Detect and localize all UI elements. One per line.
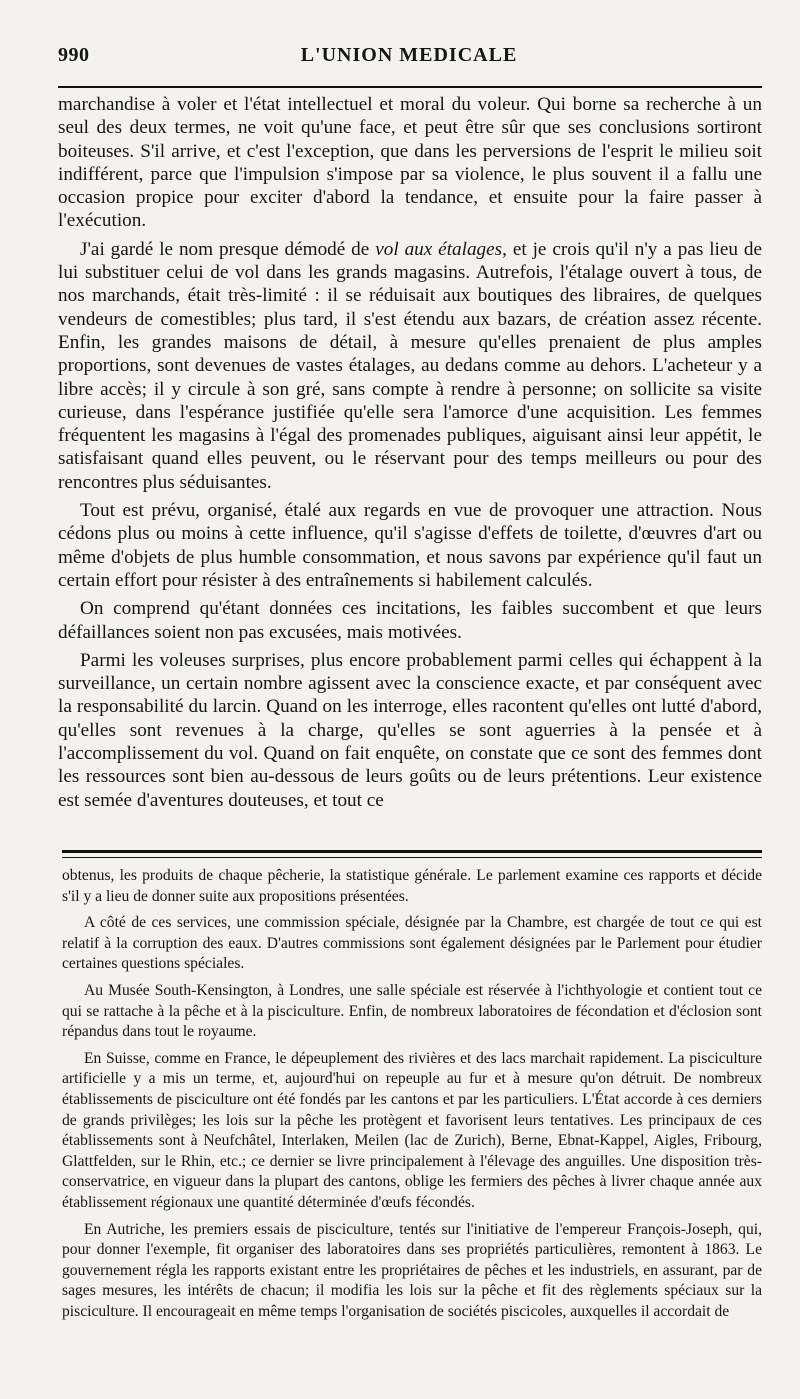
main-paragraph-3: Tout est prévu, organisé, étalé aux regards en vue de provoquer une attraction. Nous cédons plus ou moins à cette influence, qu'il s'agisse d'effets de toilette, d'œuvres d'art ou même d'objets de plus humble consommation, et nous savons par expérience qu'il faut un certain effort pour résister à des entraînements si habilement calculés. [58, 500, 762, 591]
main-paragraph-5: Parmi les voleuses surprises, plus encore probablement parmi celles qui échappent à la surveillance, un certain nombre agissent avec la conscience exacte, et par conséquent avec la responsabilité du larcin. Quand on les interroge, elles racontent qu'elles ont lutté d'abord, qu'elles sont revenues à la charge, qu'elles se sont aguerries à la pensée et à l'accomplissement du vol. Quand on fait enquête, on constate que ce sont des femmes dont les ressources sont bien au-dessous de leurs goûts ou de leurs prétentions. Leur existence est semée d'aventures douteuses, et tout ce [58, 649, 762, 811]
main-paragraph-2-start: J'ai gardé le nom presque démodé de [80, 238, 376, 260]
running-title: L'UNION MEDICALE [300, 44, 518, 66]
header-rule [58, 86, 762, 88]
main-paragraph-2-end: , et je crois qu'il n'y a pas lieu de lui substituer celui de vol dans les grands magasins. Autrefois, l'étalage ouvert à tous, de nos marchands, était très-limité : il se réduisait aux boutiques des libraires, de quelques vendeurs de comestibles; plus tard, il s'est étendu aux bazars, de création assez récente. Enfin, les grandes maisons de détail, à mesure qu'elles prenaient de plus amples proportions, sont devenues de vastes étalages, au dedans comme au dehors. L'acheteur y a libre accès; il y circule à son gré, sans compte à rendre à personne; on sollicite sa visite curieuse, dans l'espérance justifiée qu'elle sera l'amorce d'une acquisition. Les femmes fréquentent les magasins à l'égal des promenades publiques, aiguisant ainsi leur appétit, le satisfaisant quand elles peuvent, ou le réservant pour des temps meilleurs ou pour des rencontres plus séduisantes. [58, 238, 762, 493]
main-paragraph-1: marchandise à voler et l'état intellectuel et moral du voleur. Qui borne sa recherche à un seul des deux termes, ne voit qu'une face, et peut être sûr que ses conclusions sortiront boiteuses. S'il arrive, et c'est l'exception, que dans les perversions de l'esprit le milieu soit indifférent, parce que l'impulsion s'impose par sa violence, le plus souvent il a fallu une occasion propice pour exciter d'abord la tendance, et ensuite pour la faire passer à l'exécution. [58, 94, 762, 232]
main-paragraph-2 [58, 238, 762, 494]
main-paragraph-4: On comprend qu'étant données ces incitations, les faibles succombent et que leurs défaillances soient non pas excusées, mais motivées. [58, 598, 762, 643]
feuilleton-paragraph-1: obtenus, les produits de chaque pêcherie, la statistique générale. Le parlement examine ces rapports et décide s'il y a lieu de donner suite aux propositions présentées. [62, 867, 762, 905]
feuilleton-paragraph-5: En Autriche, les premiers essais de pisciculture, tentés sur l'initiative de l'empereur François-Joseph, qui, pour donner l'exemple, fit organiser des laboratoires dans ses propriétés particulières, remontent à 1863. Le gouvernement régla les rapports existant entre les propriétaires de pêches et les industriels, en assurant, par de sages mesures, les intérêts de chacun; il modifia les lois sur la pêche et fit des règlements spéciaux sur la pisciculture. Il encourageait en même temps l'organisation de sociétés piscicoles, auxquelles il accordait de [62, 1220, 762, 1320]
feuilleton-text [62, 866, 762, 1322]
page-header [58, 44, 760, 74]
page-number: 990 [58, 44, 90, 66]
feuilleton-paragraph-3: Au Musée South-Kensington, à Londres, une salle spéciale est réservée à l'ichthyologie et contient tout ce qui se rattache à la pêche et à la pisciculture. Enfin, de nombreux laboratoires de fécondation et d'éclosion sont répandus dans tout le royaume. [62, 981, 762, 1041]
main-text [58, 93, 762, 812]
feuilleton-paragraph-4: En Suisse, comme en France, le dépeuplement des rivières et des lacs marchait rapidement. La pisciculture artificielle y a mis un terme, et, aujourd'hui on repeuple au fur et à mesure qu'on détruit. De nombreux établissements de pisciculture ont été fondés par les cantons et par les particuliers. L'État accorde à ces derniers de grands privilèges; les lois sur la pêche les protègent et favorisent leurs tentatives. Les principaux de ces établissements sont à Neufchâtel, Interlaken, Meilen (lac de Zurich), Berne, Ebnat-Kappel, Aigles, Fribourg, Glattfelden, sur le Rhin, etc.; ce dernier se livre principalement à l'élevage des anguilles. Une disposition très-conservatrice, en vigueur dans la plupart des cantons, oblige les fermiers des pêches à livrer chaque année aux établissement régionaux une quantité déterminée d'œufs fécondés. [62, 1049, 762, 1211]
feuilleton-separator-rule [62, 850, 762, 858]
feuilleton-paragraph-2: A côté de ces services, une commission spéciale, désignée par la Chambre, est chargée de tout ce qui est relatif à la corruption des eaux. D'autres commissions sont également désignées par le Parlement pour étudier certaines questions spéciales. [62, 914, 762, 973]
main-paragraph-2-italic: vol aux étalages [375, 238, 503, 260]
